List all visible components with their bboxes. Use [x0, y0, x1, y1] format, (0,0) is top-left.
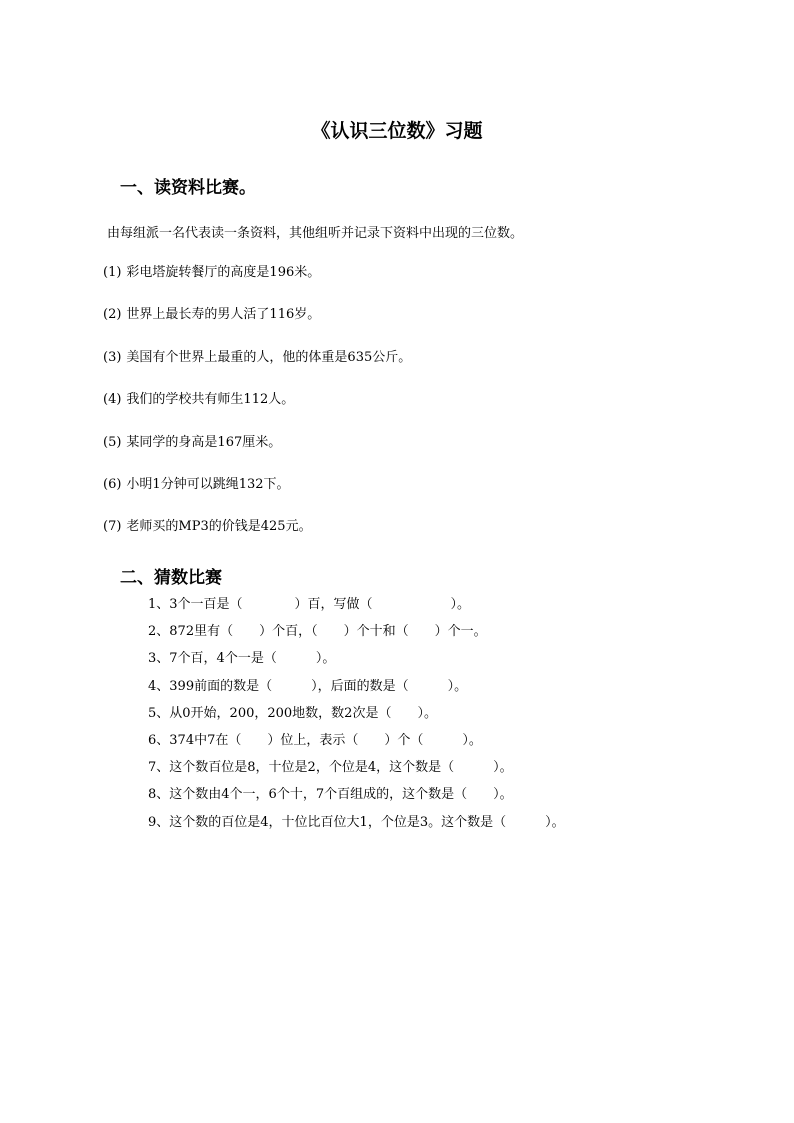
item-number: (1): [103, 265, 122, 280]
question-item: 6、374中7在（ ）位上，表示（ ）个（ ）。: [148, 732, 482, 748]
reading-item: [103, 306, 411, 348]
item-text: 彩电塔旋转餐厅的高度是196米。: [126, 265, 321, 280]
reading-item: [103, 476, 411, 518]
question-item: 1、3个一百是（ ）百，写做（ ）。: [148, 597, 471, 612]
item-number: (5): [103, 434, 122, 450]
reading-list: [103, 264, 411, 561]
item-number: (2): [103, 307, 122, 323]
question-item: 8、这个数由4个一，6个十，7个百组成的，这个数是（ ）。: [148, 787, 513, 803]
section2-heading: 二、猜数比赛: [120, 568, 222, 588]
item-text: 世界上最长寿的男人活了116岁。: [126, 307, 321, 323]
page-title: 《认识三位数》习题: [311, 120, 483, 142]
question-item: 3、7个百，4个一是（ ）。: [148, 651, 336, 667]
item-text: 某同学的身高是167厘米。: [126, 434, 282, 450]
item-text: 小明1分钟可以跳绳132下。: [126, 476, 290, 492]
item-text: 美国有个世界上最重的人，他的体重是635公斤。: [126, 349, 412, 365]
section1-heading: 一、读资料比赛。: [120, 178, 256, 198]
guessing-list: [148, 596, 565, 841]
reading-item: [103, 264, 411, 306]
reading-item: [103, 518, 411, 560]
item-number: (3): [103, 349, 122, 365]
section1-intro: 由每组派一名代表读一条资料，其他组听并记录下资料中出现的三位数。: [107, 226, 524, 241]
item-text: 老师买的MP3的价钱是425元。: [126, 519, 312, 535]
reading-item: [103, 391, 411, 433]
reading-item: [103, 434, 411, 476]
question-item: 9、这个数的百位是4，十位比百位大1，个位是3。这个数是（ ）。: [148, 814, 565, 830]
question-item: 2、872里有（ ）个百，（ ）个十和（ ）个一。: [148, 624, 487, 640]
reading-item: [103, 349, 411, 391]
question-item: 7、这个数百位是8，十位是2，个位是4，这个数是（ ）。: [148, 760, 513, 776]
item-text: 我们的学校共有师生112人。: [126, 392, 295, 408]
question-item: 4、399前面的数是（ ），后面的数是（ ）。: [148, 678, 468, 694]
item-number: (6): [103, 476, 122, 492]
item-number: (4): [103, 392, 122, 408]
question-item: 5、从0开始，200，200地数，数2次是（ ）。: [148, 705, 437, 721]
item-number: (7): [103, 519, 122, 535]
